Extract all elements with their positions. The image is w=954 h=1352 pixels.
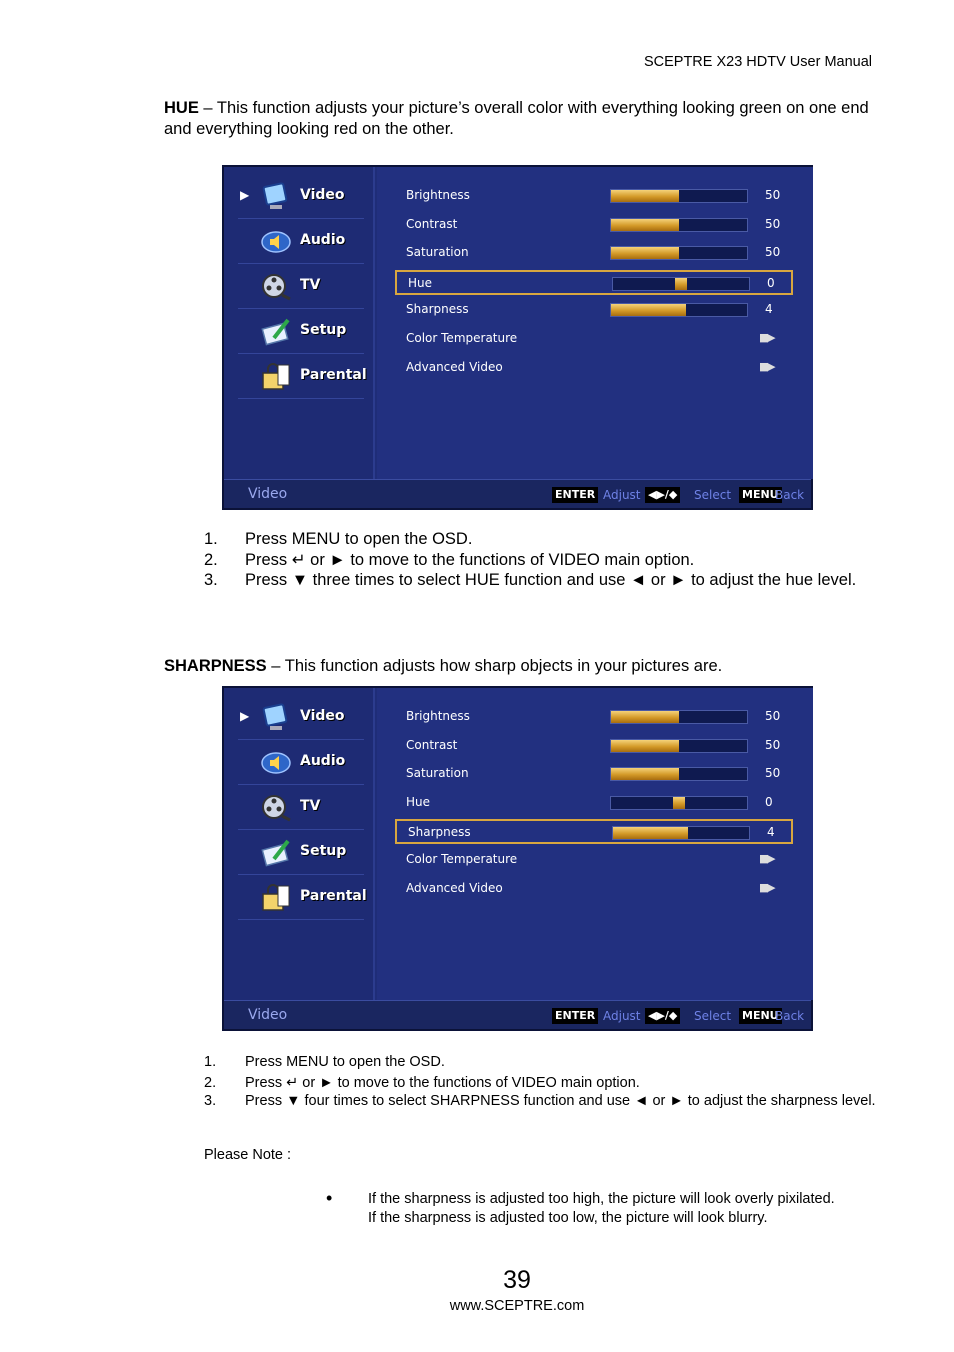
slider-fill (611, 711, 679, 723)
setting-slider[interactable] (610, 710, 748, 724)
osd-menu-item-video[interactable] (238, 696, 364, 740)
tools-icon (260, 837, 292, 869)
osd-menu-item-audio[interactable] (238, 220, 364, 264)
setting-slider[interactable] (610, 796, 748, 810)
setting-name: Brightness (406, 188, 470, 202)
active-arrow-icon: ▶ (240, 188, 250, 202)
setting-name: Advanced Video (406, 359, 503, 374)
osd-menu-label: Audio (300, 753, 346, 769)
setting-name: Contrast (406, 737, 458, 752)
setting-value: 4 (765, 302, 773, 317)
step-number: 1. (204, 1054, 217, 1070)
osd-menu-label: Setup (300, 322, 347, 338)
slider-fill (613, 827, 688, 839)
osd-menu-item-setup[interactable] (238, 831, 364, 875)
bullet-icon: • (326, 1188, 333, 1208)
note-label: Please Note : (204, 1147, 292, 1163)
setting-value: 50 (765, 766, 781, 781)
osd-setting-saturation[interactable] (395, 762, 791, 787)
setting-slider[interactable] (610, 739, 748, 753)
menu-key: MENU (739, 1008, 782, 1024)
enter-key: ENTER (552, 487, 598, 503)
setting-name: Brightness (406, 709, 470, 723)
select-label: Select (694, 488, 732, 502)
osd-menu-label: TV (300, 798, 321, 814)
osd-menu-item-tv[interactable] (238, 786, 364, 830)
note-text: If the sharpness is adjusted too high, the picture will look overly pixilated. If the sharpness is adjusted too low, the picture will look blurry. (368, 1191, 835, 1226)
step-number: 1. (204, 530, 218, 548)
osd-bottom-bar (224, 479, 811, 508)
setting-value: 50 (765, 245, 781, 260)
slider-fill (611, 768, 679, 780)
slider-marker (673, 797, 685, 809)
hue-steps (204, 529, 884, 591)
slider-fill (611, 190, 679, 202)
step-number: 3. (204, 1093, 217, 1109)
setting-name: Contrast (406, 216, 458, 231)
step-text: Press ↵ or ► to move to the functions of VIDEO main option. (245, 1074, 640, 1091)
osd-bottom-title: Video (248, 1007, 288, 1023)
setting-name: Hue (406, 794, 431, 809)
setting-name: Sharpness (408, 825, 471, 840)
film-reel-icon (260, 271, 292, 303)
osd-menu-label: Video (300, 187, 345, 203)
tools-icon (260, 316, 292, 348)
hue-step (204, 529, 884, 550)
osd-settings-panel (377, 688, 813, 1000)
osd-setting-contrast[interactable] (395, 213, 791, 238)
sharpness-steps (204, 1053, 884, 1111)
nav-keys: ◀▶/◆ (645, 1008, 680, 1024)
setting-slider[interactable] (612, 826, 750, 840)
menu-key: MENU (739, 487, 782, 503)
hue-step (204, 570, 884, 591)
osd-bottom-bar (224, 1000, 811, 1029)
note-bullet-item (326, 1190, 846, 1227)
osd-setting-saturation[interactable] (395, 241, 791, 266)
film-reel-icon (260, 792, 292, 824)
setting-value: 4 (767, 825, 775, 840)
osd-menu-item-tv[interactable] (238, 265, 364, 309)
slider-fill (611, 740, 679, 752)
slider-fill (611, 304, 686, 316)
setting-slider[interactable] (610, 189, 748, 203)
step-text: Press MENU to open the OSD. (245, 1054, 445, 1070)
slider-fill (611, 247, 679, 259)
step-number: 2. (204, 550, 218, 569)
footer-url: www.SCEPTRE.com (449, 1298, 585, 1314)
enter-key: ENTER (552, 1008, 598, 1024)
setting-value: 0 (765, 794, 773, 809)
submenu-arrow-icon: ▮▮▶ (759, 359, 774, 373)
setting-name: Saturation (406, 245, 469, 260)
osd-settings-panel (377, 167, 813, 479)
monitor-icon (260, 702, 292, 734)
osd-main-menu (224, 688, 375, 1000)
osd-menu-label: Audio (300, 232, 346, 248)
setting-name: Sharpness (406, 302, 469, 317)
slider-marker (675, 278, 687, 290)
osd-main-menu (224, 167, 375, 479)
back-label: Back (775, 488, 805, 502)
osd-menu-label: Parental (300, 888, 367, 904)
sharpness-text: – This function adjusts how sharp objects in your pictures are. (266, 657, 723, 675)
step-text: Press MENU to open the OSD. (245, 530, 473, 548)
osd-menu-item-parental[interactable] (238, 876, 367, 920)
step-text: Press ▼ three times to select HUE function and use ◄ or ► to adjust the hue level. (245, 571, 857, 589)
monitor-icon (260, 181, 292, 213)
setting-name: Color Temperature (406, 852, 518, 866)
setting-value: 50 (765, 737, 781, 752)
osd-setting-advanced-video[interactable] (395, 877, 791, 902)
osd-setting-color-temperature[interactable] (395, 848, 791, 873)
sharpness-description (164, 656, 884, 677)
page-number: 39 (503, 1266, 531, 1294)
submenu-arrow-icon: ▮▮▶ (759, 852, 774, 865)
osd-menu-item-parental[interactable] (238, 355, 367, 399)
setting-slider[interactable] (610, 767, 748, 781)
osd-setting-sharpness[interactable] (395, 819, 793, 844)
osd-menu-label: Parental (300, 367, 367, 383)
osd-setting-brightness[interactable] (395, 184, 791, 209)
manual-header: SCEPTRE X23 HDTV User Manual (643, 54, 872, 70)
setting-slider[interactable] (610, 246, 748, 260)
osd-menu-item-video[interactable] (238, 175, 364, 219)
back-label: Back (775, 1009, 805, 1023)
lock-icon (260, 882, 292, 914)
adjust-label: Adjust (603, 488, 641, 502)
osd-setting-hue[interactable] (395, 791, 791, 816)
hue-text: – This function adjusts your picture’s overall color with everything looking green on one end and everything looking red on the other. (164, 99, 869, 138)
osd-menu-item-audio[interactable] (238, 741, 364, 785)
setting-slider[interactable] (610, 218, 748, 232)
osd-menu-item-setup[interactable] (238, 310, 364, 354)
setting-name: Advanced Video (406, 880, 503, 895)
step-number: 2. (204, 1074, 217, 1091)
osd-setting-brightness[interactable] (395, 705, 791, 730)
sharpness-step (204, 1074, 884, 1093)
osd-screenshot-sharpness (222, 686, 813, 1031)
osd-menu-label: TV (300, 277, 321, 293)
osd-screenshot-hue (222, 165, 813, 510)
osd-setting-contrast[interactable] (395, 734, 791, 759)
active-arrow-icon: ▶ (240, 709, 250, 723)
hue-term: HUE (164, 99, 199, 117)
sharpness-step (204, 1053, 884, 1072)
speaker-icon (260, 226, 292, 258)
step-number: 3. (204, 571, 218, 589)
osd-menu-label: Setup (300, 843, 347, 859)
osd-setting-hue[interactable] (395, 270, 793, 295)
setting-value: 0 (767, 275, 775, 290)
sharpness-step (204, 1092, 884, 1111)
select-label: Select (694, 1009, 732, 1023)
osd-menu-label: Video (300, 708, 345, 724)
submenu-arrow-icon: ▮▮▶ (759, 880, 774, 894)
speaker-icon (260, 747, 292, 779)
setting-name: Saturation (406, 766, 469, 781)
setting-value: 50 (765, 188, 781, 202)
osd-setting-sharpness[interactable] (395, 298, 791, 323)
lock-icon (260, 361, 292, 393)
osd-setting-advanced-video[interactable] (395, 356, 791, 381)
osd-setting-color-temperature[interactable] (395, 327, 791, 352)
setting-value: 50 (765, 709, 781, 723)
setting-slider[interactable] (610, 303, 748, 317)
setting-name: Hue (408, 275, 433, 290)
setting-value: 50 (765, 216, 781, 231)
hue-step (204, 550, 884, 571)
nav-keys: ◀▶/◆ (645, 487, 680, 503)
setting-slider[interactable] (612, 277, 750, 291)
slider-fill (611, 219, 679, 231)
setting-name: Color Temperature (406, 331, 518, 345)
sharpness-term: SHARPNESS (164, 657, 267, 675)
hue-description (164, 98, 884, 140)
step-text: Press ↵ or ► to move to the functions of VIDEO main option. (245, 550, 695, 569)
adjust-label: Adjust (603, 1009, 641, 1023)
osd-bottom-title: Video (248, 486, 288, 502)
step-text: Press ▼ four times to select SHARPNESS function and use ◄ or ► to adjust the sharpness level. (245, 1093, 876, 1109)
submenu-arrow-icon: ▮▮▶ (759, 331, 774, 344)
